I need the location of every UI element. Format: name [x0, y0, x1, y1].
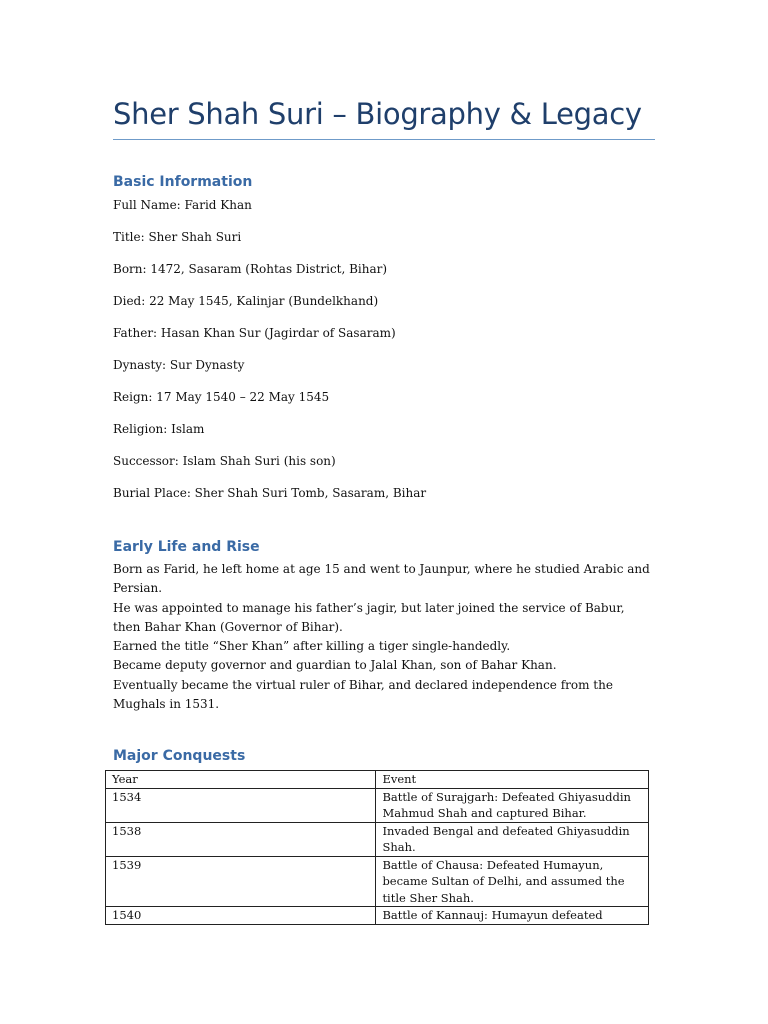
- table-header-row: [106, 771, 649, 789]
- table-cell-event: Battle of Kannauj: Humayun defeated: [376, 907, 649, 925]
- document-title: Sher Shah Suri – Biography & Legacy: [113, 97, 642, 131]
- early-life-line: Became deputy governor and guardian to Jalal Khan, son of Bahar Khan.: [113, 658, 557, 673]
- info-died: Died: 22 May 1545, Kalinjar (Bundelkhand): [113, 294, 379, 308]
- table-cell-year: 1538: [106, 822, 376, 856]
- table-cell-event: Battle of Surajgarh: Defeated Ghiyasuddin Mahmud Shah and captured Bihar.: [376, 788, 649, 822]
- early-life-paragraph: [113, 560, 653, 714]
- info-burial-place: Burial Place: Sher Shah Suri Tomb, Sasaram, Bihar: [113, 486, 427, 500]
- info-religion: Religion: Islam: [113, 422, 205, 436]
- table-header-event: Event: [376, 771, 649, 789]
- early-life-line: Born as Farid, he left home at age 15 and went to Jaunpur, where he studied Arabic and Persian.: [113, 562, 650, 596]
- table-cell-event: Battle of Chausa: Defeated Humayun, became Sultan of Delhi, and assumed the title Sher Shah.: [376, 856, 649, 907]
- heading-early-life: Early Life and Rise: [113, 539, 260, 555]
- title-underline: [113, 139, 655, 140]
- info-full-name: Full Name: Farid Khan: [113, 198, 252, 212]
- early-life-line: Earned the title “Sher Khan” after killing a tiger single-handedly.: [113, 639, 511, 654]
- info-father: Father: Hasan Khan Sur (Jagirdar of Sasaram): [113, 326, 396, 340]
- table-cell-year: 1534: [106, 788, 376, 822]
- info-dynasty: Dynasty: Sur Dynasty: [113, 358, 245, 372]
- heading-major-conquests: Major Conquests: [113, 748, 246, 764]
- table-cell-year: 1539: [106, 856, 376, 907]
- early-life-line: Eventually became the virtual ruler of Bihar, and declared independence from the Mughals in 1531.: [113, 677, 613, 712]
- table-row: [106, 822, 649, 856]
- table-header-year: Year: [106, 771, 376, 789]
- info-successor: Successor: Islam Shah Suri (his son): [113, 454, 336, 468]
- table-cell-year: 1540: [106, 907, 376, 925]
- table-row: [106, 788, 649, 822]
- info-reign: Reign: 17 May 1540 – 22 May 1545: [113, 390, 330, 404]
- early-life-line: He was appointed to manage his father’s jagir, but later joined the service of Babur, then Bahar Khan (Governor of Bihar).: [113, 600, 625, 634]
- info-born: Born: 1472, Sasaram (Rohtas District, Bihar): [113, 262, 388, 276]
- table-cell-event: Invaded Bengal and defeated Ghiyasuddin Shah.: [376, 822, 649, 856]
- conquests-table: [105, 770, 649, 925]
- info-title: Title: Sher Shah Suri: [113, 230, 242, 244]
- table-row: [106, 907, 649, 925]
- heading-basic-information: Basic Information: [113, 174, 253, 190]
- table-row: [106, 856, 649, 907]
